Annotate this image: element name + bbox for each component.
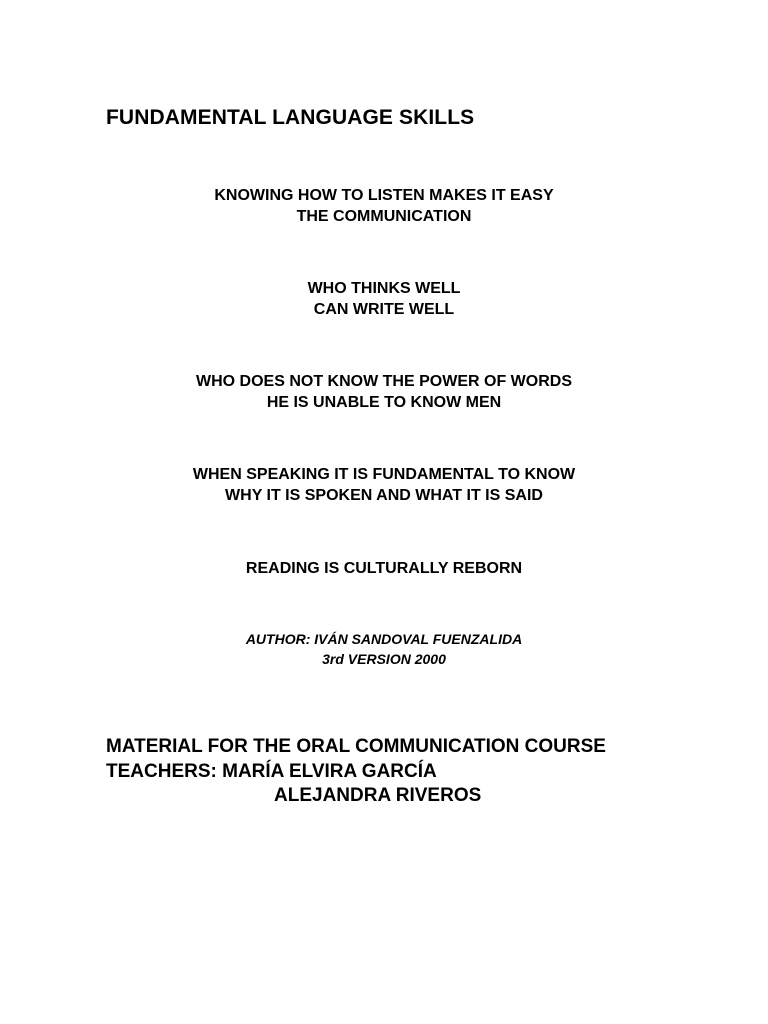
quote-speaking	[0, 464, 768, 506]
quote-line: HE IS UNABLE TO KNOW MEN	[266, 394, 502, 411]
quote-line: THE COMMUNICATION	[296, 208, 472, 225]
quote-line: READING IS CULTURALLY REBORN	[245, 560, 523, 577]
author-line: AUTHOR: IVÁN SANDOVAL FUENZALIDA	[245, 631, 523, 647]
quote-line: WHEN SPEAKING IT IS FUNDAMENTAL TO KNOW	[192, 466, 576, 483]
course-block	[106, 735, 606, 809]
version-line: 3rd VERSION 2000	[322, 651, 446, 667]
teacher-second: ALEJANDRA RIVEROS	[274, 785, 482, 806]
quote-line: WHO DOES NOT KNOW THE POWER OF WORDS	[196, 373, 572, 390]
quote-line: WHY IT IS SPOKEN AND WHAT IT IS SAID	[225, 487, 543, 504]
page-title: FUNDAMENTAL LANGUAGE SKILLS	[106, 106, 475, 129]
course-material: MATERIAL FOR THE ORAL COMMUNICATION COURSE	[106, 736, 606, 757]
teachers-line: TEACHERS: MARÍA ELVIRA GARCÍA	[106, 760, 437, 782]
quote-reading	[0, 558, 768, 579]
quote-line: KNOWING HOW TO LISTEN MAKES IT EASY	[214, 187, 554, 204]
quote-thinking	[0, 278, 768, 320]
quote-listening	[0, 185, 768, 227]
quote-line: CAN WRITE WELL	[313, 301, 455, 318]
quote-words	[0, 371, 768, 413]
quote-line: WHO THINKS WELL	[307, 280, 461, 297]
author-block	[0, 629, 768, 669]
